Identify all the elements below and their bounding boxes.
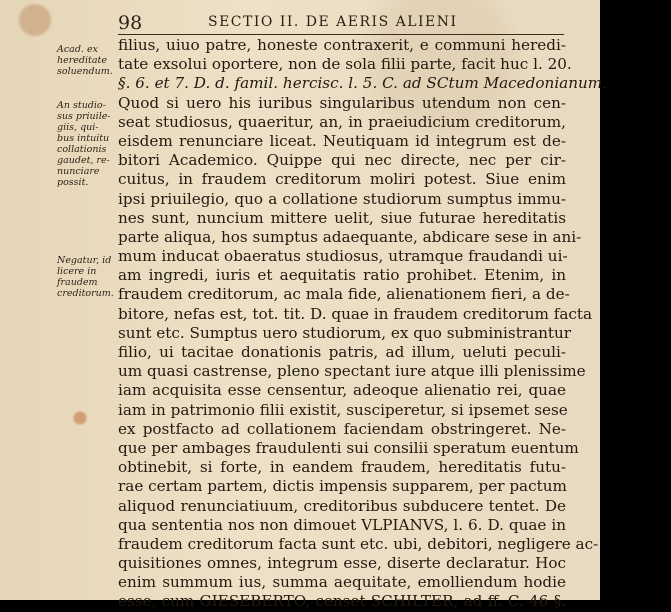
text-line: nes sunt, nuncium mittere uelit, siue futurae hereditatis bbox=[118, 208, 566, 227]
text-line: filius, uiuo patre, honeste contraxerit, e communi heredi- bbox=[118, 36, 566, 54]
text-line: fraudem creditorum facta sunt etc. ubi, debitori, negligere ac- bbox=[118, 534, 599, 553]
text-line: rae certam partem, dictis impensis supparem, per pactum bbox=[118, 477, 567, 496]
text-line: Quod si uero his iuribus singularibus utendum non cen- bbox=[118, 93, 566, 112]
text-line: mum inducat obaeratus studiosus, utramque fraudandi ui- bbox=[118, 247, 568, 266]
page-header bbox=[118, 10, 564, 32]
page-number: 98 bbox=[118, 12, 143, 34]
text-line: bitore, nefas est, tot. tit. D. quae in fraudem creditorum facta bbox=[118, 304, 593, 323]
text-line: ipsi priuilegio, quo a collatione studiorum sumptus immu- bbox=[118, 189, 566, 208]
header-rule bbox=[118, 34, 564, 35]
text-line: cuitus, in fraudem creditorum moliri potest. Siue enim bbox=[118, 170, 566, 189]
text-line: bitori Academico. Quippe qui nec directe, nec per cir- bbox=[118, 151, 566, 170]
text-line: am ingredi, iuris et aequitatis ratio prohibet. Etenim, in bbox=[118, 266, 566, 285]
text-line: um quasi castrense, pleno spectant iure atque illi plenissime bbox=[118, 362, 586, 381]
text-line: parte aliqua, hos sumptus adaequante, abdicare sese in ani- bbox=[118, 227, 582, 246]
margin-note: Acad. ex hereditate soluendum. bbox=[57, 44, 113, 77]
text-line: que per ambages fraudulenti sui consilii speratum euentum bbox=[118, 438, 579, 457]
text-line: enim summum ius, summa aequitate, emolliendum hodie bbox=[118, 573, 566, 592]
text-line: esse, cum GIESEBERTO, censet SCHILTER, ad ff. C. 46 §. bbox=[118, 592, 566, 611]
text-line: eisdem renunciare liceat. Neutiquam id integrum est de- bbox=[118, 131, 566, 150]
text-line: §. 6. et 7. D. d. famil. hercisc. l. 5. C. ad SCtum Macedonianum. bbox=[118, 74, 608, 93]
running-title: SECTIO II. DE AERIS ALIENI bbox=[208, 14, 458, 30]
text-line: qua sententia nos non dimouet VLPIANVS, l. 6. D. quae in bbox=[118, 515, 566, 534]
text-line: ex postfacto ad collationem faciendam obstringeret. Ne- bbox=[118, 419, 566, 438]
text-line: obtinebit, si forte, in eandem fraudem, hereditatis futu- bbox=[118, 458, 566, 477]
margin-note: An studio- sus priuile- giis, qui- bus intuitu collationis gaudet, re- nunciare possit. bbox=[57, 100, 111, 188]
text-line: quisitiones omnes, integrum esse, diserte declaratur. Hoc bbox=[118, 554, 566, 573]
text-line: sunt etc. Sumptus uero studiorum, ex quo subministrantur bbox=[118, 323, 572, 342]
text-line: filio, ui tacitae donationis patris, ad illum, ueluti peculi- bbox=[118, 343, 566, 361]
body-text bbox=[118, 36, 608, 612]
margin-note: Negatur, id licere in fraudem creditorum. bbox=[57, 255, 114, 299]
text-line: aliquod renunciatiuum, creditoribus subducere tentet. De bbox=[118, 496, 566, 515]
text-line: seat studiosus, quaeritur, an, in praeiudicium creditorum, bbox=[118, 112, 566, 131]
text-line: fraudem creditorum, ac mala fide, alienationem fieri, a de- bbox=[118, 285, 570, 304]
text-line: iam acquisita esse censentur, adeoque alienatio rei, quae bbox=[118, 381, 566, 400]
text-line: iam in patrimonio filii existit, susciperetur, si ipsemet sese bbox=[118, 400, 568, 419]
text-line: tate exsolui oportere, non de sola filii parte, facit huc l. 20. bbox=[118, 55, 572, 74]
